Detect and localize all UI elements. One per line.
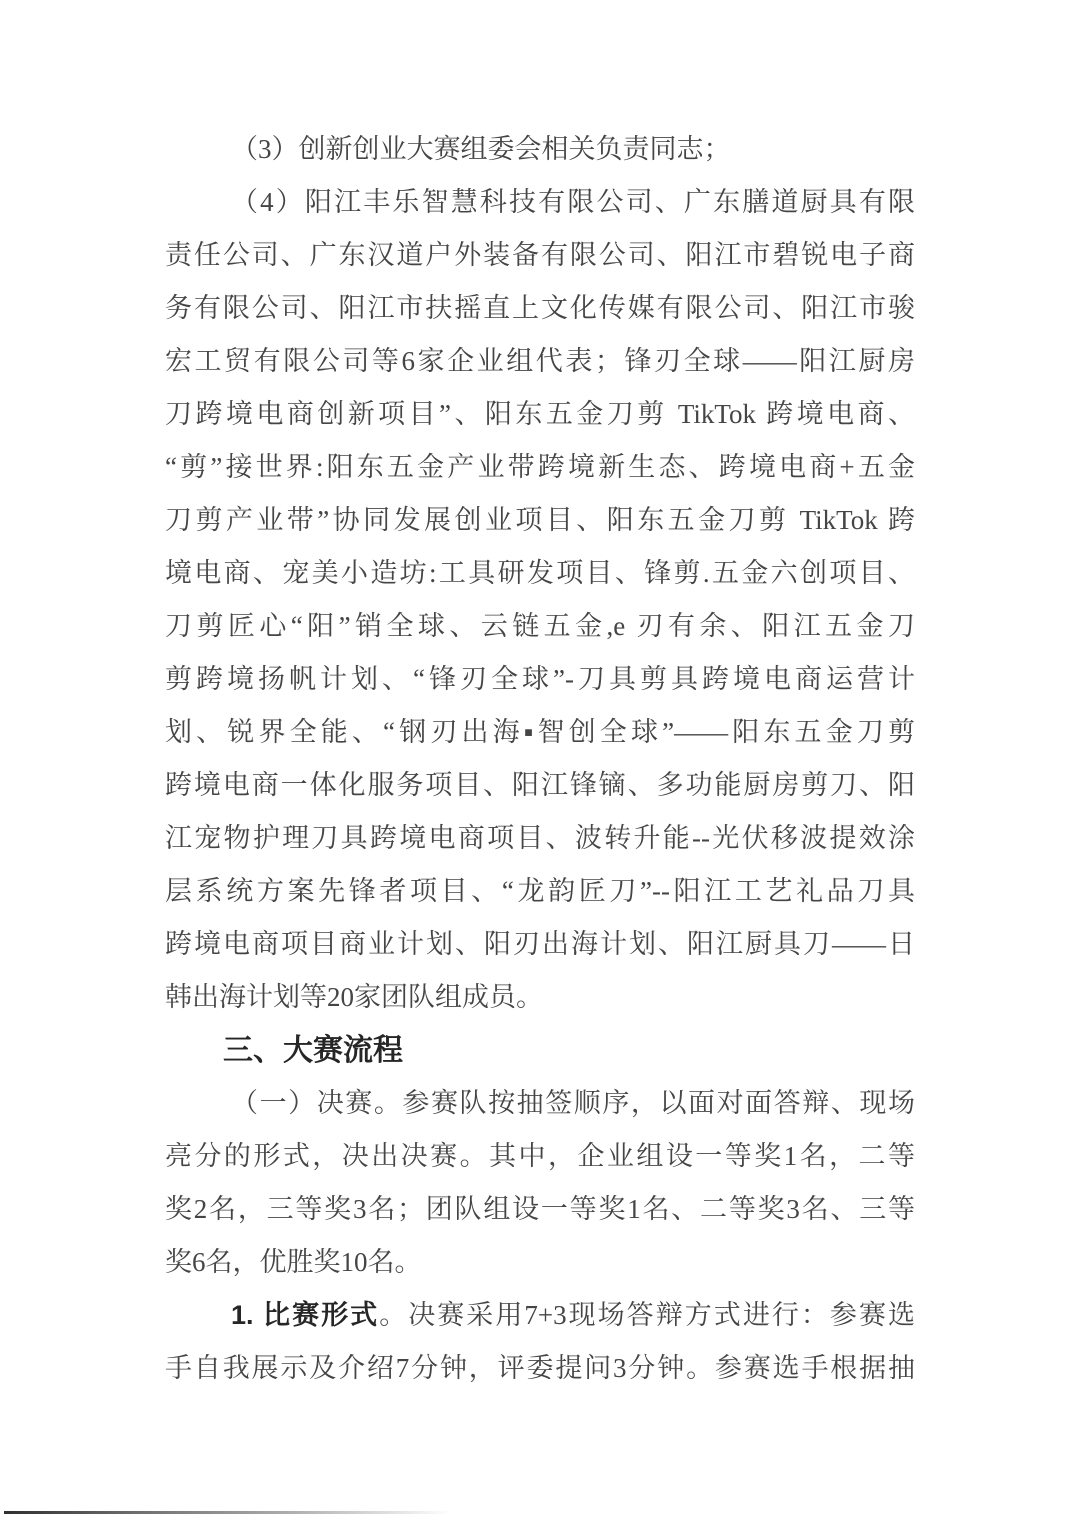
line-text: 奖6名，优胜奖10名。 bbox=[165, 1247, 422, 1277]
line-text: （3）创新创业大赛组委会相关负责同志； bbox=[231, 134, 731, 164]
line-text: 境电商、宠美小造坊:工具研发项目、锋剪.五金六创项目、 bbox=[165, 558, 915, 588]
line-text: 江宠物护理刀具跨境电商项目、波转升能--光伏移波提效涂 bbox=[165, 823, 915, 853]
line-text: 层系统方案先锋者项目、“龙韵匠刀”--阳江工艺礼品刀具 bbox=[165, 876, 915, 906]
text-line bbox=[165, 1289, 915, 1342]
line-text: “剪”接世界:阳东五金产业带跨境新生态、跨境电商+五金 bbox=[165, 452, 915, 482]
line-text: 划、锐界全能、“钢刃出海▪智创全球”——阳东五金刀剪 bbox=[165, 717, 915, 747]
line-text: 刀剪匠心“阳”销全球、云链五金,e 刃有余、阳江五金刀 bbox=[165, 611, 915, 641]
text-line bbox=[165, 653, 915, 706]
line-text: 手自我展示及介绍7分钟，评委提问3分钟。参赛选手根据抽 bbox=[165, 1353, 915, 1383]
line-text: 宏工贸有限公司等6家企业组代表；锋刃全球——阳江厨房 bbox=[165, 346, 915, 376]
text-line bbox=[165, 759, 915, 812]
text-line bbox=[165, 865, 915, 918]
text-line bbox=[165, 1342, 915, 1395]
line-text: 剪跨境扬帆计划、“锋刃全球”-刀具剪具跨境电商运营计 bbox=[165, 664, 915, 694]
text-line bbox=[165, 812, 915, 865]
text-line bbox=[165, 1077, 915, 1130]
line-text: 责任公司、广东汉道户外装备有限公司、阳江市碧锐电子商 bbox=[165, 240, 915, 270]
document-body bbox=[165, 123, 915, 1395]
line-text: 跨境电商项目商业计划、阳刃出海计划、阳江厨具刀——日 bbox=[165, 929, 915, 959]
text-line bbox=[165, 335, 915, 388]
text-line bbox=[165, 1130, 915, 1183]
line-text: 跨境电商一体化服务项目、阳江锋镝、多功能厨房剪刀、阳 bbox=[165, 770, 915, 800]
line-text: 刀剪产业带”协同发展创业项目、阳东五金刀剪 TikTok 跨 bbox=[165, 505, 915, 535]
bold-term: 1. 比赛形式 bbox=[231, 1300, 380, 1330]
text-line bbox=[165, 388, 915, 441]
line-text: 。决赛采用7+3现场答辩方式进行：参赛选 bbox=[379, 1300, 915, 1330]
text-line bbox=[165, 1236, 915, 1289]
line-text: 亮分的形式，决出决赛。其中，企业组设一等奖1名，二等 bbox=[165, 1141, 915, 1171]
text-line bbox=[165, 229, 915, 282]
text-line bbox=[165, 971, 915, 1024]
line-text: （一）决赛。参赛队按抽签顺序，以面对面答辩、现场 bbox=[231, 1088, 915, 1118]
scan-artifact-line bbox=[4, 1511, 452, 1514]
text-line bbox=[165, 282, 915, 335]
text-line bbox=[165, 494, 915, 547]
line-text: 韩出海计划等20家团队组成员。 bbox=[165, 982, 543, 1012]
text-line bbox=[165, 918, 915, 971]
section-heading bbox=[165, 1024, 915, 1077]
text-line bbox=[165, 706, 915, 759]
line-text: 务有限公司、阳江市扶摇直上文化传媒有限公司、阳江市骏 bbox=[165, 293, 915, 323]
section-heading-text: 三、大赛流程 bbox=[223, 1034, 403, 1067]
text-line bbox=[165, 441, 915, 494]
text-line bbox=[165, 1183, 915, 1236]
text-line bbox=[165, 176, 915, 229]
line-text: 刀跨境电商创新项目”、阳东五金刀剪 TikTok 跨境电商、 bbox=[165, 399, 915, 429]
line-text: （4）阳江丰乐智慧科技有限公司、广东膳道厨具有限 bbox=[231, 187, 915, 217]
text-line bbox=[165, 123, 915, 176]
line-text: 奖2名，三等奖3名；团队组设一等奖1名、二等奖3名、三等 bbox=[165, 1194, 915, 1224]
text-line bbox=[165, 547, 915, 600]
text-line bbox=[165, 600, 915, 653]
